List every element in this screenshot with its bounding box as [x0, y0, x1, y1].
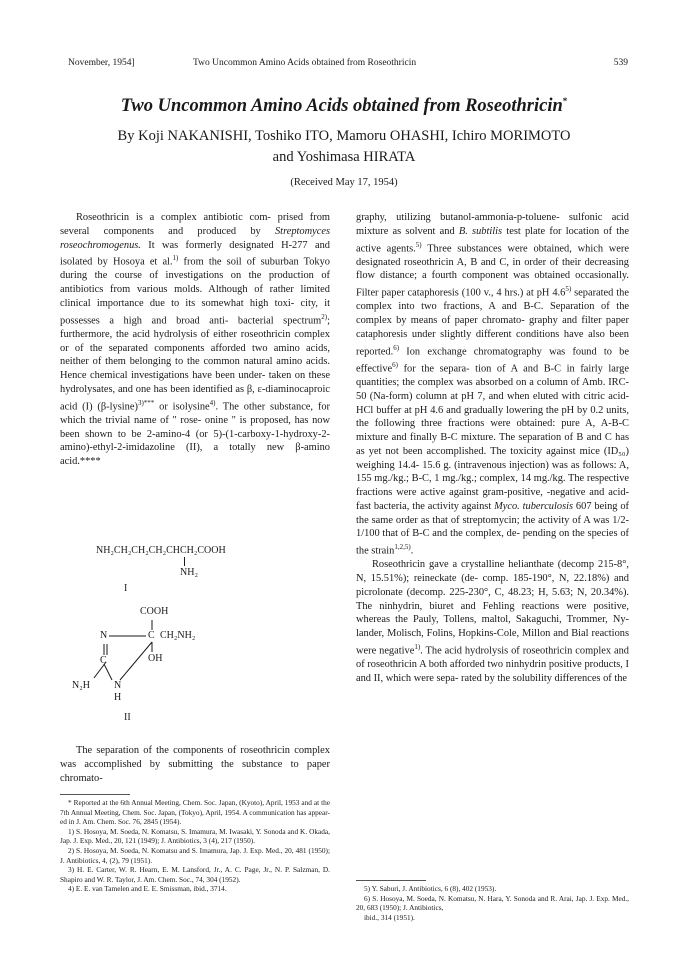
- running-title: Two Uncommon Amino Acids obtained from Roseothricin: [193, 58, 417, 68]
- formula-1-bond: [184, 557, 185, 566]
- footnote-star: * Reported at the 6th Annual Meeting, Chem. Soc. Japan, (Kyoto), April, 1953 and at the 7th Annual Meeting, Chem. Soc. Japan, (Tokyo), April, 1954. A communication has appear- ed in J. Am. Chem. Soc. 76, 2845 (1954).: [60, 798, 330, 827]
- ref-5: 5): [415, 240, 422, 249]
- intro-text-d: ; furthermore, the acid hydrolysis of either roseothricin complex or of the separated components afforded two amino acids, neither of them belonging to the common natural amino acids. Hence chemical investigations have been under- taken on these hydrolysates, and one has been identified as β, ε-diaminocaproic acid (I) (β-lysine): [60, 315, 330, 413]
- struct-c-center: C: [148, 630, 155, 641]
- chromatography-paragraph: [356, 211, 629, 558]
- properties-paragraph: [356, 558, 629, 685]
- title-footnote-mark: *: [562, 96, 568, 106]
- footnote-6: 6) S. Hosoya, M. Soeda, N. Komatsu, N. Hara, Y. Sonoda and R. Arai, Jap. J. Exp. Med., 20, 683 (1950); J. Antibiotics,: [356, 893, 629, 913]
- footnotes-left: [60, 798, 330, 894]
- structure-bonds: [88, 600, 248, 742]
- rc-p2-text: Roseothricin gave a crystalline helianthate (decomp 215-8°, N, 15.51%); reineckate (de- comp. 185-190°, N, 22.18%) and picrolonate (decomp. 225-230°, C, 48.23; H, 5.63; N, 20.34%). The ninhydrin, biuret and Fehling reactions were positive, whereas the Pauly, Tollens, maltol, Sakaguchi, Trommer, Ny- lander, Molisch, Folins, Hopkins-Cole, Millon and Bial reactions were negative: [356, 559, 629, 657]
- page-number: 539: [613, 58, 628, 68]
- formula-1-amine: NH₂: [180, 567, 198, 578]
- intro-text-e: or isolysine: [154, 401, 210, 413]
- ref-multi: 1,2,5): [394, 543, 411, 552]
- footnote-4: 4) E. E. van Tamelen and E. E. Smissman, ibid., 3714.: [68, 884, 227, 894]
- struct-ch2nh2: CH₂NH₂: [160, 630, 196, 641]
- ref-2: 2): [321, 312, 328, 321]
- separation-paragraph: [60, 744, 330, 785]
- footnote-rule-right: [356, 880, 426, 881]
- struct-label: II: [124, 712, 131, 723]
- organism-name-2: B. subtilis: [458, 225, 503, 237]
- rc-p2-text-b: . The acid hydrolysis of roseothricin complex and of roseothricin A both afforded two ninhydrin positive products, I and II, which were sepa- rated by the solubility differences of the: [356, 645, 629, 684]
- separation-text: The separation of the components of roseothricin complex was accomplished by submitting the substance to paper chromato-: [60, 745, 330, 784]
- ref-6: 6): [393, 343, 400, 352]
- intro-paragraph: [60, 211, 330, 469]
- rc-text-a: graphy, utilizing butanol-ammonia-p-toluene- sulfonic acid mixture as solvent and: [356, 212, 629, 237]
- formula-beta-lysine: [96, 544, 336, 596]
- formula-1-label: I: [124, 583, 128, 594]
- article-title: [40, 96, 648, 117]
- struct-amine-left: N₂H: [72, 680, 90, 691]
- footnote-3: 3) H. E. Carter, W. R. Hearn, E. M. Lansford, Jr., A. C. Page, Jr., N. P. Salzman, D. Shapiro and W. R. Taylor, J. Am. Chem. Soc., 74, 304 (1952).: [60, 865, 330, 884]
- struct-n2: N: [114, 680, 122, 691]
- rc-text-h: .: [410, 545, 414, 557]
- structure-roseonine: [72, 600, 248, 742]
- left-column: [60, 211, 330, 469]
- running-head: [68, 58, 628, 74]
- intro-text-b: It was formerly designated H-277 and isolated by Hosoya et al.: [60, 239, 330, 268]
- ref-6b: 6): [392, 360, 398, 369]
- organism-name-3: Myco. tuberculosis: [494, 500, 574, 512]
- footnote-2: 2) S. Hosoya, M. Soeda, N. Komatsu and S. Imamura, Jap. J. Exp. Med., 20, 481 (1950); J. Antibiotics, 4, (2), 79 (1951).: [60, 845, 330, 865]
- footnote-7: ibid., 314 (1951).: [364, 912, 415, 922]
- struct-h: H: [114, 692, 122, 703]
- rc-text-g: 607 being of the same order as that of streptomycin; the activity of A was 1/2-1/100 that of B-C and the complex, de- pending on the species of the strain: [356, 500, 629, 557]
- rc-text-d: separated the complex into two fractions, A and B-C. Separation of the complex by means of paper chromato- graphy and filter paper cataphoresis under slightly different conditions have also been reported.: [356, 287, 629, 358]
- intro-text-f: . The other substance, for which the trivial name of " rose- onine " is proposed, has now been shown to be 2-amino-4 (or 5)-(1-carboxy-1-hydroxy-2- amino)-ethyl-2-imidazoline (II), a totally new β-amino acid.****: [60, 401, 331, 468]
- struct-oh: OH: [148, 653, 163, 664]
- ref-4: 4): [209, 398, 216, 407]
- struct-n1: N: [100, 630, 108, 641]
- right-column: [356, 211, 629, 686]
- footnotes-right: [356, 884, 629, 922]
- struct-cooh: COOH: [140, 606, 169, 617]
- footnote-rule-left: [60, 794, 130, 795]
- organism-name: Streptomyces roseochromogenus.: [60, 225, 330, 251]
- issue-date: November, 1954]: [68, 58, 135, 68]
- rc-text-b: test plate for location of the active agents.: [356, 225, 629, 254]
- ref-3: 3)***: [137, 398, 155, 407]
- intro-text-a: Roseothricin is a complex antibiotic com- prised from several components and produced by: [60, 212, 330, 237]
- author-list: [40, 126, 648, 168]
- formula-1-main: NH₂CH₂CH₂CH₂CHCH₂COOH: [96, 545, 226, 556]
- authors-line-2: and Yoshimasa HIRATA: [272, 149, 416, 165]
- ref-1b: 1): [414, 642, 421, 651]
- article-title-text: Two Uncommon Amino Acids obtained from Roseothricin: [120, 96, 563, 117]
- struct-c-ring: C: [100, 655, 107, 666]
- received-date: (Received May 17, 1954): [290, 177, 398, 188]
- footnote-5: 5) Y. Saburi, J. Antibiotics, 6 (8), 402 (1953).: [364, 884, 497, 893]
- ref-5b: 5): [565, 285, 572, 294]
- ref-1: 1): [172, 254, 179, 263]
- rc-text-e: Ion exchange chromatography was found to be effective: [356, 346, 629, 375]
- footnote-1: 1) S. Hosoya, M. Soeda, N. Komatsu, S. Imamura, M. Iwasaki, Y. Sonoda and K. Okada, Jap. J. Exp. Med., 20, 121 (1949); J. Antibiotics, 3 (4), 217 (1950).: [60, 826, 330, 846]
- rc-text-c: Three substances were obtained, which were designated roseothricin A, B and C, in order of their decreasing flow distance; a fourth component was obtained occasionally. Filter paper cataphoresis (100 v., 4 hrs.) at pH 4.6: [356, 242, 629, 299]
- rc-text-f: for the separa- tion of A and B-C in fairly large quantities; the complex was absorbed on a column of Amb. IRC-50 (Na-form) column at pH 7, and when eluted with citric acid-HCl buffer at pH 4.6 and gradually lowering the pH by 0.2 units, the following three fractions were obtained: pure A, A-B-C mixture and finally B-C mixture. The separation of B and C has as yet not been accomplished. The toxicity against mice (ID₅₀) weighing 14.4- 15.6 g. (intravenous injection) was as follows: A, 155 mg./kg.; B-C, 1 mg./kg.; complex, 14 mg./kg. The respective fractions were active against gram-positive, -negative and acid-fast bacteria, the activity against: [356, 363, 629, 512]
- intro-text-c: from the soil of suburban Tokyo during the course of investigations on the production of antibiotics from various molds. Although of rather limited clinical importance due to its somewhat high toxi- city, it possesses a high and broad anti- bacterial spectrum: [60, 256, 330, 327]
- authors-line-1: By Koji NAKANISHI, Toshiko ITO, Mamoru OHASHI, Ichiro MORIMOTO: [117, 128, 571, 144]
